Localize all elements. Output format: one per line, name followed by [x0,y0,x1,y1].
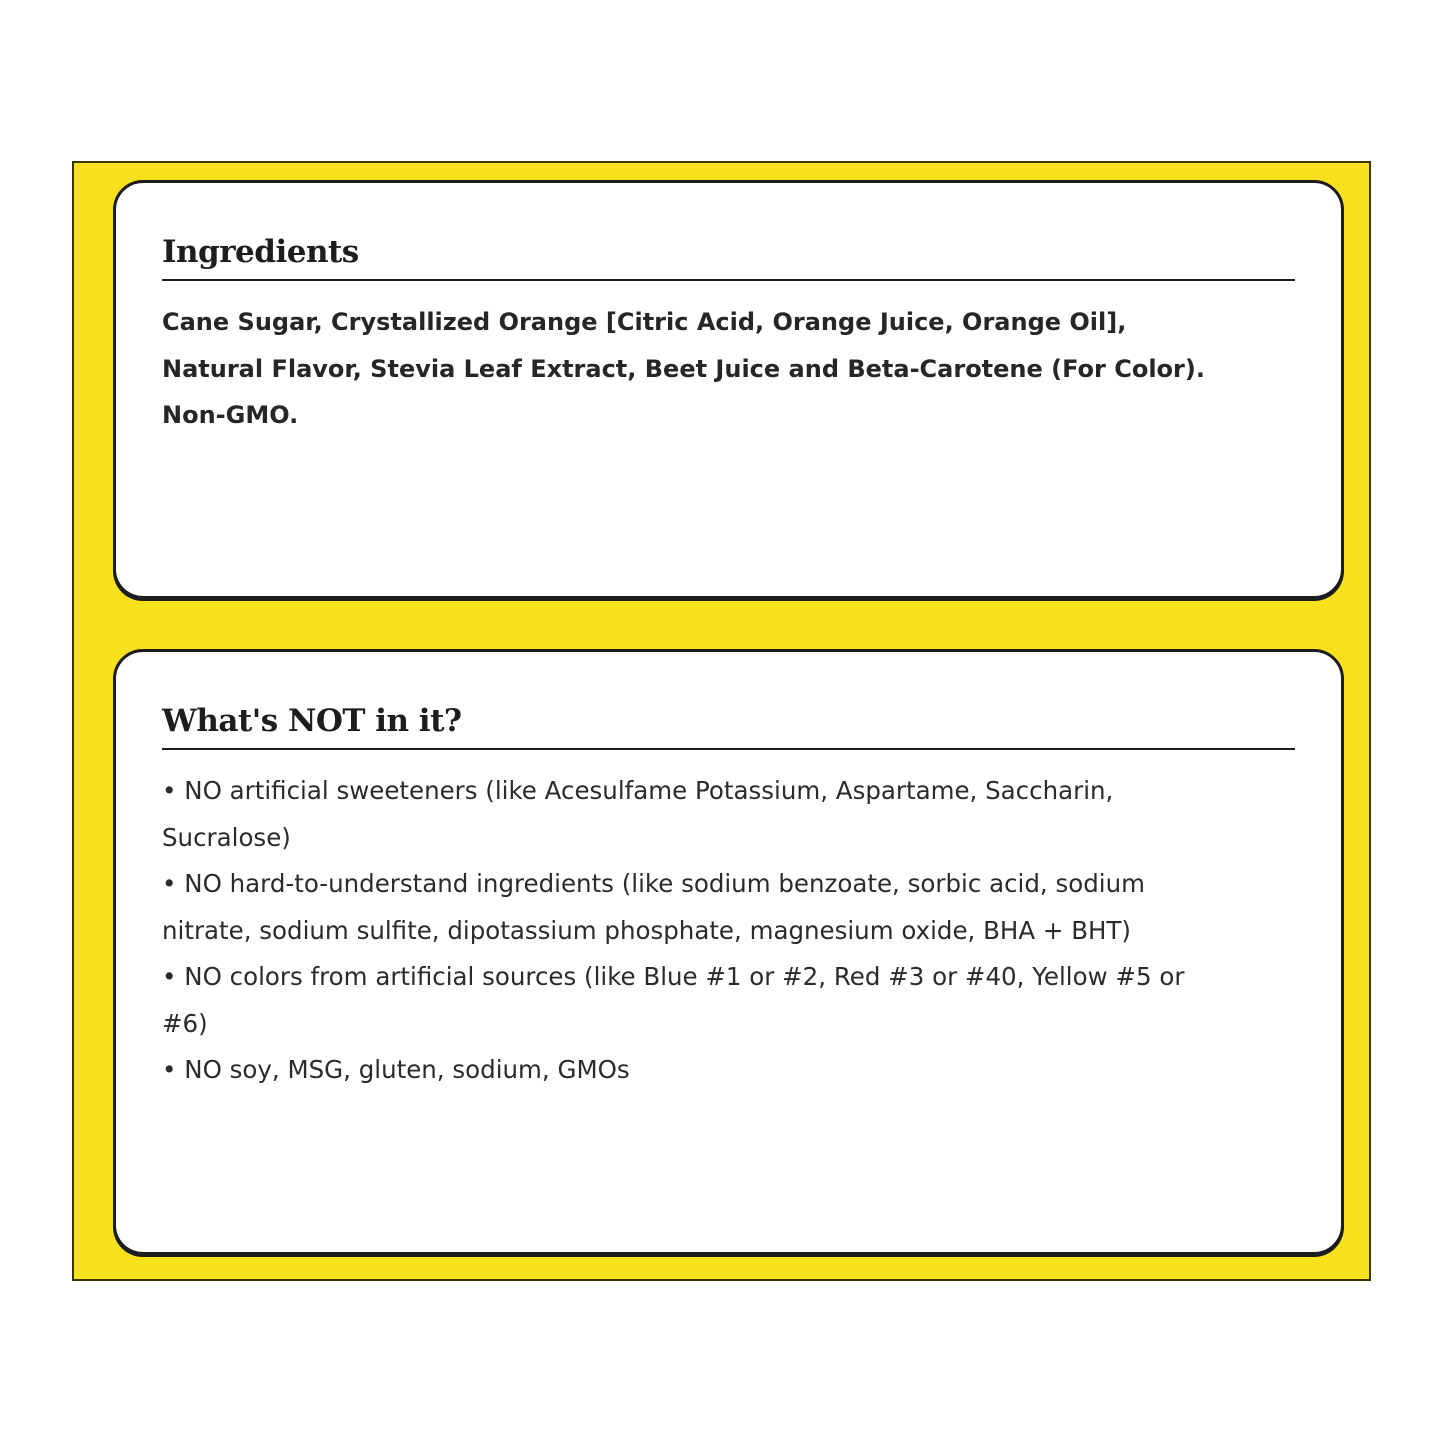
ingredients-line: Cane Sugar, Crystallized Orange [Citric Acid, Orange Juice, Orange Oil], [162,308,1127,336]
not-in-it-list [162,768,1295,1094]
ingredients-card [113,180,1344,599]
ingredients-content [162,229,1295,439]
not-in-it-content [162,698,1295,1094]
not-in-it-line: • NO colors from artificial sources (like Blue #1 or #2, Red #3 or #40, Yellow #5 or [162,962,1185,991]
not-in-it-line: • NO soy, MSG, gluten, sodium, GMOs [162,1055,630,1084]
ingredients-heading: Ingredients [162,229,1295,281]
not-in-it-heading: What's NOT in it? [162,698,1295,750]
not-in-it-line: #6) [162,1008,208,1038]
not-in-it-line: • NO hard-to-understand ingredients (like sodium benzoate, sorbic acid, sodium [162,869,1146,898]
ingredients-line: Natural Flavor, Stevia Leaf Extract, Beet Juice and Beta-Carotene (For Color). [162,354,1205,383]
ingredients-text [162,299,1295,439]
not-in-it-card [113,649,1344,1255]
ingredients-line: Non-GMO. [162,401,299,429]
not-in-it-line: • NO artificial sweeteners (like Acesulfame Potassium, Aspartame, Saccharin, [162,776,1114,805]
not-in-it-line: nitrate, sodium sulfite, dipotassium phosphate, magnesium oxide, BHA + BHT) [162,915,1131,945]
not-in-it-line: Sucralose) [162,822,291,852]
